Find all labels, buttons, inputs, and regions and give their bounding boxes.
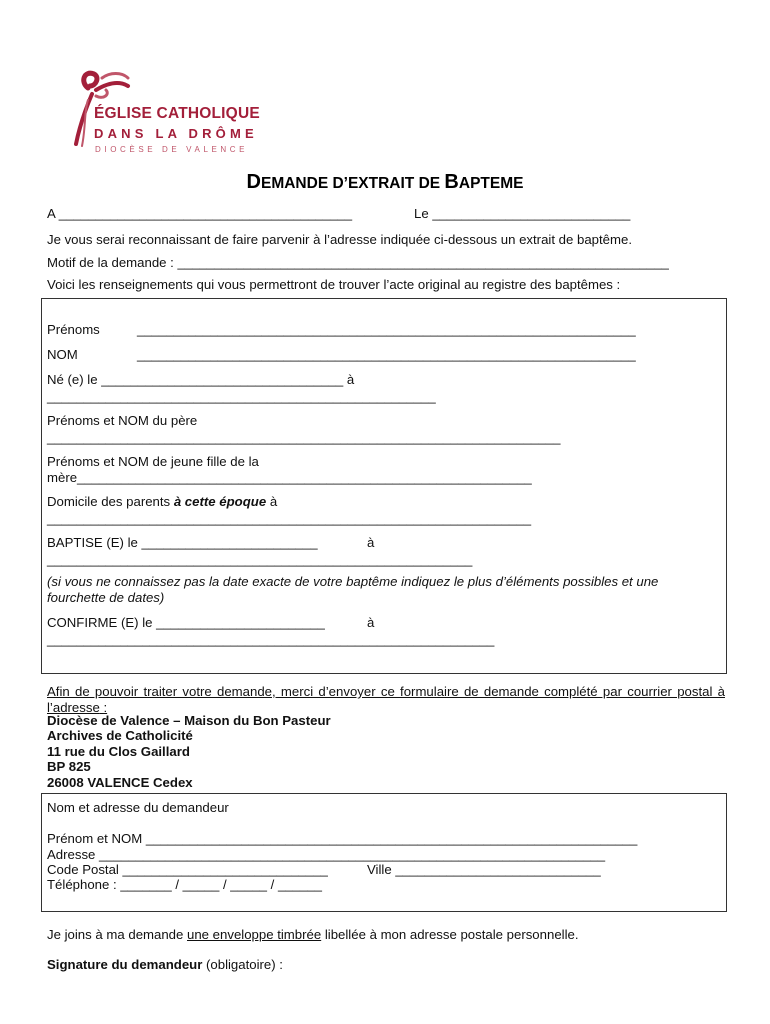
- mailing-instructions: Afin de pouvoir traiter votre demande, merci d’envoyer ce formulaire de demande complété par courrier postal à l’adresse :: [47, 684, 725, 715]
- father-field[interactable]: ______________________________________________________________________: [47, 430, 561, 445]
- baptism-date-field[interactable]: BAPTISE (E) le ________________________: [47, 535, 318, 550]
- confirmation-date-field[interactable]: CONFIRME (E) le _______________________: [47, 615, 325, 630]
- nom-label: NOM: [47, 347, 78, 362]
- city-field[interactable]: Ville ____________________________: [367, 862, 601, 877]
- requester-address-field[interactable]: Adresse _____________________________________________________________________: [47, 847, 606, 862]
- page-title: DEMANDE D’EXTRAIT DE BAPTEME: [246, 171, 524, 193]
- request-text: Je vous serai reconnaissant de faire parvenir à l’adresse indiquée ci-dessous un extrait de baptême.: [47, 232, 632, 247]
- prenoms-label: Prénoms: [47, 322, 100, 337]
- logo-line-1: ÉGLISE CATHOLIQUE: [94, 105, 260, 122]
- signature-label: Signature du demandeur (obligatoire) :: [47, 957, 283, 972]
- envelope-text: Je joins à ma demande une enveloppe timbrée libellée à mon adresse postale personnelle.: [47, 927, 579, 942]
- confirmation-place-label: à: [367, 615, 375, 630]
- confirmation-place-field[interactable]: _____________________________________________________________: [47, 632, 495, 647]
- requester-heading: Nom et adresse du demandeur: [47, 800, 229, 815]
- baptism-place-field[interactable]: __________________________________________________________: [47, 552, 473, 567]
- father-label: Prénoms et NOM du père: [47, 413, 198, 428]
- info-text: Voici les renseignements qui vous permettront de trouver l’acte original au registre des baptêmes :: [47, 277, 621, 292]
- mother-label: Prénoms et NOM de jeune fille de la: [47, 454, 259, 469]
- date-note: (si vous ne connaissez pas la date exacte de votre baptême indiquez le plus d’éléments possibles et une fourchette de dates): [47, 574, 659, 605]
- logo-line-2: DANS LA DRÔME: [94, 126, 258, 141]
- address-line-1: Diocèse de Valence – Maison du Bon Pasteur: [47, 713, 331, 728]
- address-line-5: 26008 VALENCE Cedex: [47, 775, 193, 790]
- baptism-place-label: à: [367, 535, 375, 550]
- domicile-field[interactable]: __________________________________________________________________: [47, 511, 532, 526]
- birth-place-field[interactable]: _____________________________________________________: [47, 389, 436, 404]
- nom-field[interactable]: ____________________________________________________________________: [137, 347, 636, 362]
- domicile-label: Domicile des parents à cette époque à: [47, 494, 278, 509]
- address-line-2: Archives de Catholicité: [47, 728, 193, 743]
- birth-date-field[interactable]: Né (e) le _________________________________ à: [47, 372, 355, 387]
- address-line-3: 11 rue du Clos Gaillard: [47, 744, 190, 759]
- postal-code-field[interactable]: Code Postal ____________________________: [47, 862, 328, 877]
- phone-field[interactable]: Téléphone : _______ / _____ / _____ / ______: [47, 877, 322, 892]
- address-line-4: BP 825: [47, 759, 91, 774]
- prenoms-field[interactable]: ____________________________________________________________________: [137, 322, 636, 337]
- requester-name-field[interactable]: Prénom et NOM ___________________________________________________________________: [47, 831, 638, 846]
- recipient-field[interactable]: A ________________________________________: [47, 206, 353, 221]
- logo-line-3: DIOCÈSE DE VALENCE: [95, 145, 249, 154]
- mother-field[interactable]: mère______________________________________________________________: [47, 470, 532, 485]
- date-field[interactable]: Le ___________________________: [414, 206, 631, 221]
- reason-field[interactable]: Motif de la demande : ___________________________________________________________________: [47, 255, 669, 270]
